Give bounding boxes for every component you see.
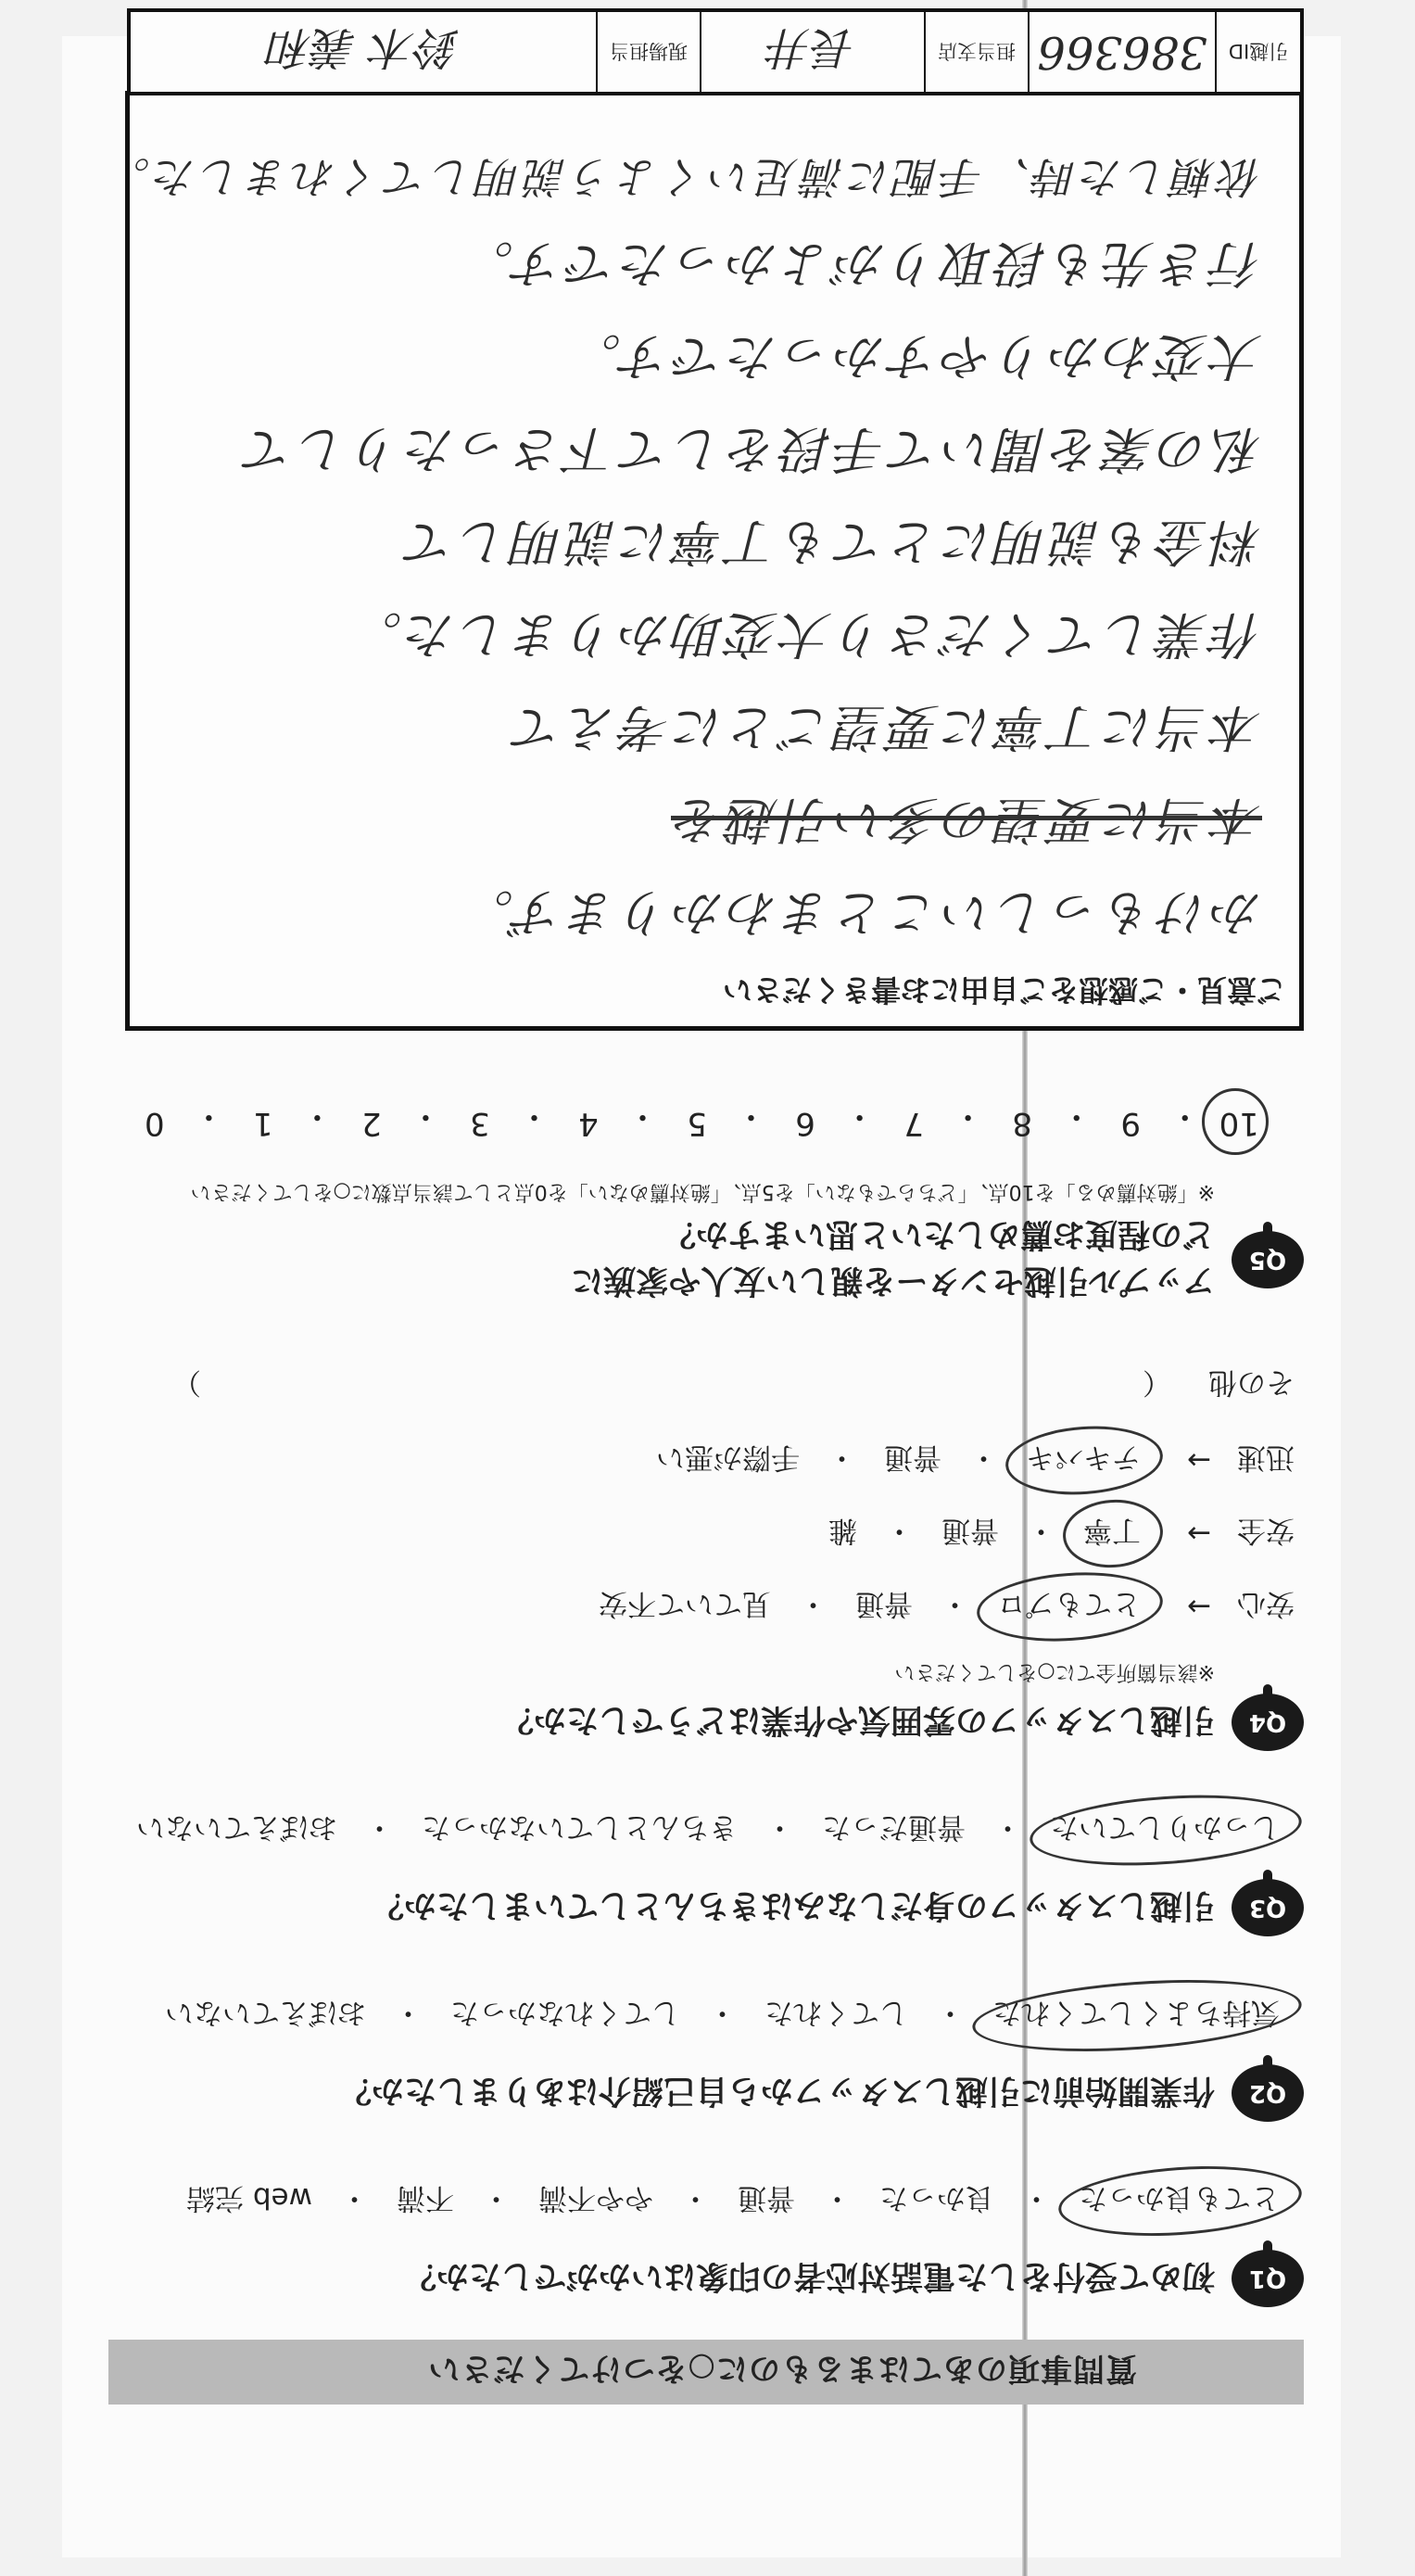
branch-label: 担当支店 [924,12,1028,92]
staff-label: 現場担当 [596,12,700,92]
score-5[interactable]: 5 [687,1105,707,1142]
q4-option[interactable]: 普通 [884,1440,941,1474]
question-1 [127,2180,1304,2307]
q4-option[interactable]: とてもプロ [992,1586,1146,1628]
comment-line: 大変わかりやすかったです。 [567,327,1262,386]
q4-option[interactable]: 普通 [855,1587,913,1620]
q4-option[interactable]: 手際が悪い [656,1440,800,1474]
q2-option-did-not[interactable]: してくれなかった [450,1996,680,2029]
q5-score-scale: 10 ・ 9 ・ 8 ・ 7 ・ 6 ・ 5 ・ 4 ・ 3 ・ 2 ・ 1 ・ 0 [127,1097,1267,1142]
q4-other-paren-open: （ [1143,1365,1171,1399]
score-10[interactable]: 10 [1212,1097,1267,1142]
comment-line: 料金も説明にとても丁寧に説明して [402,513,1262,571]
id-label: 引越ID [1215,12,1300,92]
q3-options: しっかりしていた ・ 普通だった ・ きちんとしていなかった ・ おぼえていない [127,1809,1285,1851]
q4-row-safety-feeling: 安心 → とてもプロ ・ 普通 ・ 見ていて不安 [127,1586,1295,1628]
q1-option-slightly-unsatisfied[interactable]: やや不満 [538,2181,653,2214]
score-7[interactable]: 7 [903,1105,924,1142]
q5-question-text: アップル引越センターを親しい友人や家族に どの程度お薦めしたいと思いますか？ [571,1215,1215,1299]
q4-badge: Q4 [1232,1694,1304,1751]
q4-option[interactable]: テキパキ [1020,1440,1146,1481]
q1-option-web[interactable]: web 完結 [186,2181,312,2214]
q3-option-neat[interactable]: しっかりしていた [1044,1809,1285,1851]
score-1[interactable]: 1 [253,1105,273,1142]
score-2[interactable]: 2 [361,1105,382,1142]
comment-line: 私の案を聞いて手段をして下さったりして [241,420,1262,478]
instructions-text: 質問事項のあてはまるものに○をつけてください [427,2350,1137,2388]
q4-row-label: 安心 [1237,1587,1295,1620]
q4-option[interactable]: 雑 [828,1514,857,1547]
q1-question-text: 初めて受付をした電話対応者の印象はいかがでしたか？ [403,2257,1215,2294]
q1-option-normal[interactable]: 普通 [738,2181,795,2214]
q4-option[interactable]: 丁寧 [1078,1513,1146,1554]
arrow-right-icon: → [1187,1590,1211,1624]
comments-box[interactable] [104,91,1304,1031]
q2-option-pleasant[interactable]: 気持ちよくしてくれた [987,1995,1285,2037]
branch-value[interactable]: 長井 [700,12,924,92]
q3-option-not-neat[interactable]: きちんとしていなかった [422,1810,738,1844]
q4-row-speed: 迅速 → テキパキ ・ 普通 ・ 手際が悪い [127,1440,1295,1481]
q4-other-label: その他 [1208,1365,1295,1399]
arrow-right-icon: → [1187,1516,1211,1551]
question-2 [127,1995,1304,2122]
staff-value[interactable]: 鈴木 義和 [268,21,461,74]
q2-question-text: 作業開始前に引越しスタッフから自己紹介はありましたか？ [338,2072,1215,2109]
comment-line-struck: 本当に要望の多い引越を [671,791,1262,849]
arrow-right-icon: → [1187,1443,1211,1478]
q4-row-safety: 安全 → 丁寧 ・ 普通 ・ 雑 [127,1513,1295,1554]
q3-option-normal[interactable]: 普通だった [822,1810,966,1844]
q4-option[interactable]: 普通 [941,1514,999,1547]
id-value[interactable]: 386366 [1028,12,1215,92]
q4-row-label: 安全 [1237,1514,1295,1547]
score-0[interactable]: 0 [144,1105,165,1142]
q1-option-good[interactable]: 良かった [879,2181,994,2214]
q4-other-paren-close: ） [172,1365,201,1399]
q1-option-unsatisfied[interactable]: 不満 [397,2181,454,2214]
q4-note: ※該当箇所全てに○をしてください [894,1660,1215,1683]
q4-other [127,1364,1295,1406]
q5-note: ※「絶対薦める」を10点、「どちらでもない」を5点、「絶対薦めない」を0点として該当点数に○をしてください [190,1180,1215,1203]
q5-badge: Q5 [1232,1231,1304,1288]
q1-badge: Q1 [1232,2250,1304,2307]
comment-line: 依頼した時、手配に満足いくよう説明してくれました。 [104,152,1262,202]
q1-options: とても良かった ・ 良かった ・ 普通 ・ やや不満 ・ 不満 ・ web 完結 [127,2180,1285,2222]
q2-options: 気持ちよくしてくれた ・ してくれた ・ してくれなかった ・ おぼえていない [127,1995,1285,2037]
q3-option-dont-remember[interactable]: おぼえていない [136,1810,337,1844]
q4-option[interactable]: 見ていて不安 [599,1587,771,1620]
q4-question-text: 引越しスタッフの雰囲気や作業はどうでしたか？ [500,1701,1215,1738]
q1-option-very-good[interactable]: とても良かった [1073,2180,1285,2222]
score-4[interactable]: 4 [578,1105,599,1142]
q2-badge: Q2 [1232,2064,1304,2122]
q4-row-label: 迅速 [1237,1440,1295,1474]
score-3[interactable]: 3 [470,1105,490,1142]
q2-option-dont-remember[interactable]: おぼえていない [165,1996,366,2029]
score-6[interactable]: 6 [795,1105,815,1142]
comment-line: 行き先も段取りがよかったです。 [460,235,1262,293]
question-3 [127,1809,1304,1936]
q3-question-text: 引越しスタッフの身だしなみはきちんとしていましたか？ [371,1886,1215,1923]
q3-badge: Q3 [1232,1879,1304,1936]
score-8[interactable]: 8 [1012,1105,1032,1142]
id-table [127,8,1304,95]
comments-title: ご意見・ご感想をご自由にお書きください [722,972,1286,1008]
comment-line: 作業してくださり大変助かりました。 [348,605,1262,664]
q2-option-did[interactable]: してくれた [764,1996,908,2029]
question-5 [127,1097,1304,1306]
score-9[interactable]: 9 [1120,1105,1142,1142]
instructions-banner [108,2340,1304,2405]
comment-line: かけもっしいことまわかりまず。 [460,883,1262,942]
comment-line: 本当に丁寧に要望ごとに考えて [510,698,1262,756]
question-4 [127,1364,1304,1751]
